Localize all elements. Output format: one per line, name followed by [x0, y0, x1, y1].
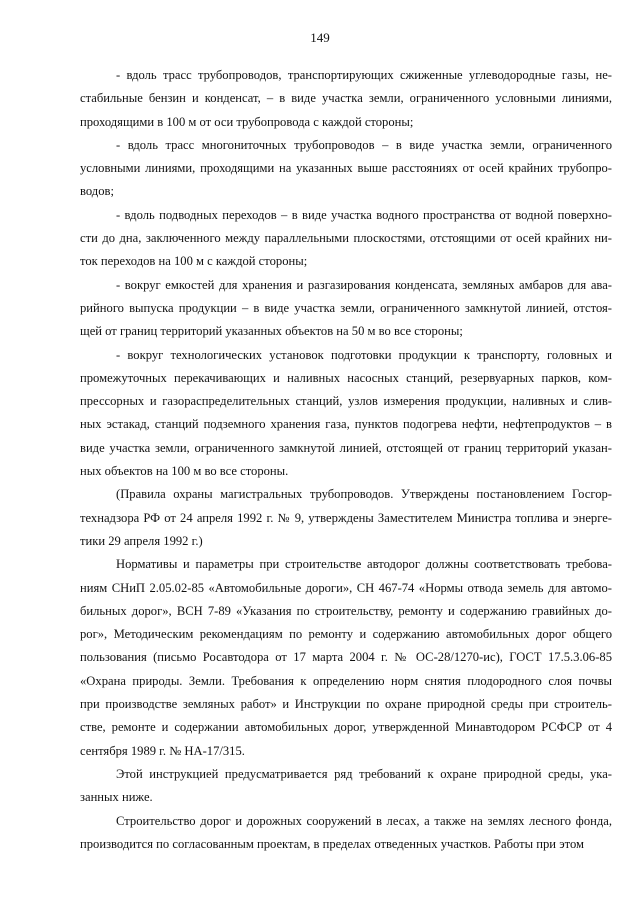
body-text — [80, 64, 612, 856]
paragraph — [80, 274, 612, 344]
paragraph — [80, 810, 612, 857]
text-line: условными линиями, проходящими на указанных выше расстояниях от осей крайних трубопро- — [80, 161, 612, 176]
text-line: пользования (письмо Росавтодора от 17 марта 2004 г. № ОС-28/1270-ис), ГОСТ 17.5.3.06-85 — [80, 650, 612, 665]
paragraph — [80, 553, 612, 763]
text-line: водов; — [80, 184, 114, 199]
text-line: - вокруг технологических установок подготовки продукции к транспорту, головных и — [116, 347, 612, 362]
paragraph — [80, 204, 612, 274]
text-line: производится по согласованным проектам, в пределах отведенных участков. Работы при этом — [80, 836, 584, 851]
text-line: - вдоль трасс многониточных трубопроводов – в виде участка земли, ограниченного — [116, 137, 612, 152]
text-line: (Правила охраны магистральных трубопроводов. Утверждены постановлением Госгор- — [116, 487, 612, 502]
page-number: 149 — [310, 30, 330, 45]
text-line: Строительство дорог и дорожных сооружений в лесах, а также на землях лесного фонда, — [116, 813, 612, 828]
text-line: Нормативы и параметры при строительстве автодорог должны соответствовать требова- — [116, 557, 612, 572]
text-line: при производстве земляных работ» и Инструкции по охране природной среды при строитель- — [80, 697, 612, 712]
paragraph — [80, 483, 612, 553]
text-line: прессорных и газораспределительных станций, узлов измерения продукции, наливных и слив- — [80, 394, 612, 409]
text-line: Этой инструкцией предусматривается ряд требований к охране природной среды, ука- — [116, 766, 612, 781]
paragraph — [80, 134, 612, 204]
text-line: стабильные бензин и конденсат, – в виде участка земли, ограниченного условными линиями, — [80, 91, 612, 106]
paragraph — [80, 64, 612, 134]
text-line: занных ниже. — [80, 790, 153, 805]
text-line: бильных дорог», ВСН 7-89 «Указания по строительству, ремонту и содержанию гравийных до- — [80, 603, 612, 618]
text-line: промежуточных перекачивающих и наливных насосных станций, резервуарных парков, ком- — [80, 370, 612, 385]
text-line: щей от границ территорий указанных объектов на 50 м во все стороны; — [80, 324, 463, 339]
text-line: сти до дна, заключенного между параллельными плоскостями, отстоящими от осей крайних ни- — [80, 231, 612, 246]
text-line: ток переходов на 100 м с каждой стороны; — [80, 254, 308, 269]
text-line: ниям СНиП 2.05.02-85 «Автомобильные дороги», СН 467-74 «Нормы отвода земель для автомо- — [80, 580, 612, 595]
text-line: стве, ремонте и содержании автомобильных дорог, утвержденной Минавтодором РСФСР от 4 — [80, 720, 612, 735]
paragraph — [80, 344, 612, 484]
text-line: рог», Методическим рекомендациям по ремонту и содержанию автомобильных дорог общего — [80, 627, 612, 642]
text-line: ных объектов на 100 м во все стороны. — [80, 464, 289, 479]
text-line: рийного выпуска продукции – в виде участка земли, ограниченного замкнутой линией, отстоя- — [80, 300, 612, 315]
text-line: проходящими в 100 м от оси трубопровода с каждой стороны; — [80, 114, 414, 129]
text-line: технадзора РФ от 24 апреля 1992 г. № 9, утверждены Заместителем Министра топлива и энерге- — [80, 510, 612, 525]
text-line: ных эстакад, станций подземного хранения газа, пунктов подогрева нефти, нефтепродуктов – в — [80, 417, 612, 432]
text-line: тики 29 апреля 1992 г.) — [80, 533, 203, 548]
text-line: виде участка земли, ограниченного замкнутой линией, отстоящей от границ территорий указан- — [80, 440, 612, 455]
text-line: - вдоль трасс трубопроводов, транспортирующих сжиженные углеводородные газы, не- — [116, 68, 612, 82]
paragraph — [80, 763, 612, 810]
text-line: сентября 1989 г. № НА-17/315. — [80, 743, 245, 758]
text-line: - вдоль подводных переходов – в виде участка водного пространства от водной поверхно- — [116, 207, 612, 222]
text-line: - вокруг емкостей для хранения и разгазирования конденсата, земляных амбаров для ава- — [116, 277, 612, 292]
text-line: «Охрана природы. Земли. Требования к определению норм снятия плодородного слоя почвы — [80, 673, 612, 688]
